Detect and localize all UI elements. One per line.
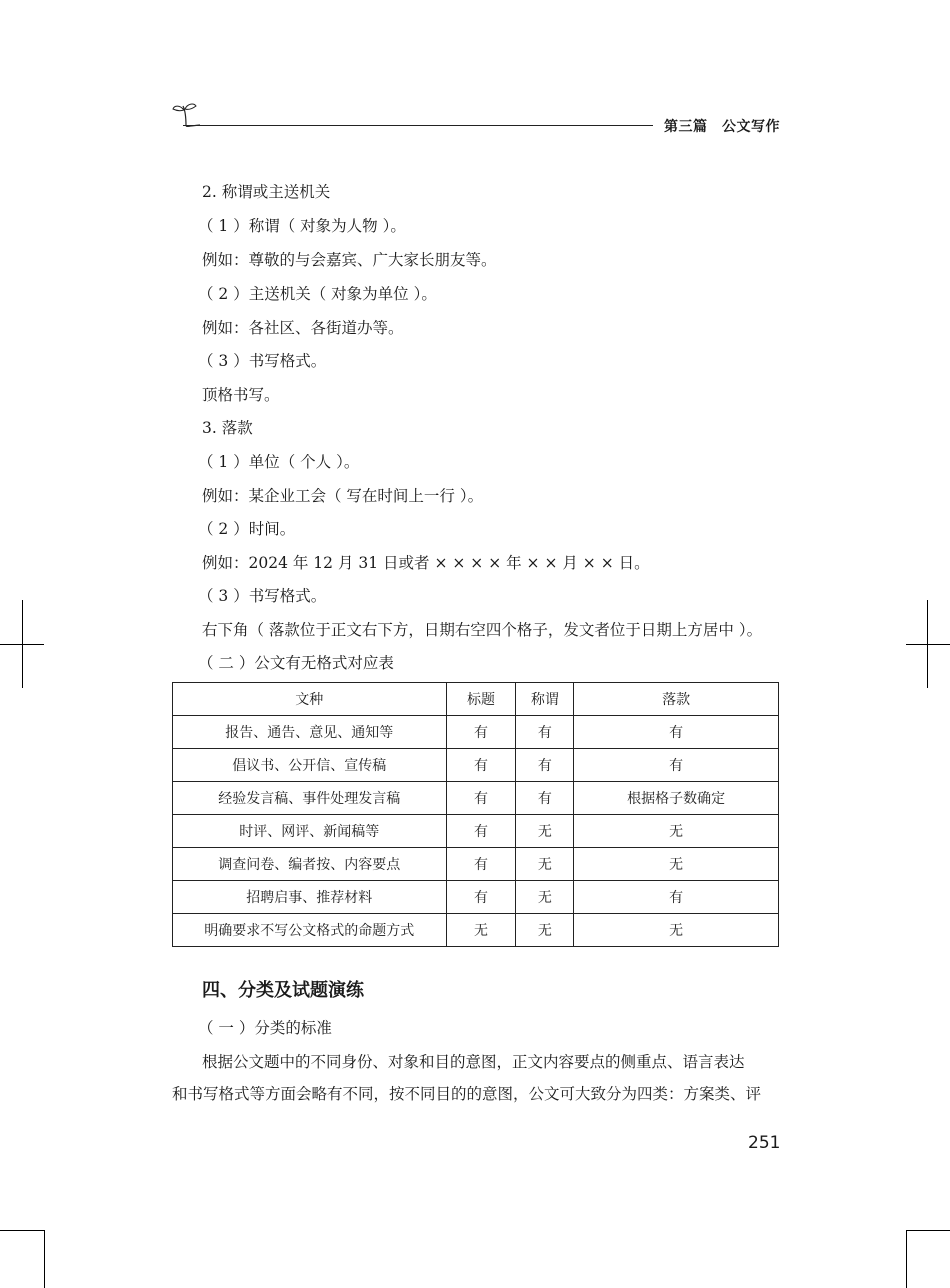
table-cell: 倡议书、公开信、宣传稿 — [173, 749, 447, 782]
table-cell: 无 — [574, 848, 779, 881]
example-time: 例如：2024 年 12 月 31 日或者 × × × × 年 × × 月 × × 日。 — [202, 554, 650, 572]
table-cell: 有 — [446, 782, 516, 815]
table-cell: 有 — [574, 716, 779, 749]
example-main-recipient: 例如：各社区、各街道办等。 — [202, 319, 404, 337]
heading-signature: 3. 落款 — [202, 419, 253, 437]
table-cell: 有 — [446, 848, 516, 881]
crop-mark-left-horizontal — [0, 644, 44, 645]
subsection-title: （ 一 ）分类的标准 — [198, 1019, 332, 1037]
table-header-row — [173, 683, 779, 716]
table-cell: 有 — [574, 749, 779, 782]
crop-mark-bottom-left-v — [44, 1230, 45, 1288]
running-header: 第三篇 公文写作 — [664, 119, 780, 135]
table-cell: 有 — [516, 749, 574, 782]
table-cell: 无 — [516, 848, 574, 881]
table-cell: 有 — [574, 881, 779, 914]
table-cell: 有 — [446, 881, 516, 914]
example-salutation: 例如：尊敬的与会嘉宾、广大家长朋友等。 — [202, 251, 497, 269]
table-row — [173, 848, 779, 881]
table-cell: 无 — [446, 914, 516, 947]
table-cell: 报告、通告、意见、通知等 — [173, 716, 447, 749]
table-row — [173, 782, 779, 815]
table-cell: 无 — [574, 914, 779, 947]
page-number: 251 — [748, 1133, 781, 1153]
table-cell: 时评、网评、新闻稿等 — [173, 815, 447, 848]
item-unit: （ 1 ）单位（ 个人 ）。 — [198, 453, 360, 471]
table-heading: （ 二 ）公文有无格式对应表 — [198, 654, 394, 672]
section-title: 四、分类及试题演练 — [202, 980, 364, 1001]
heading-salutation: 2. 称谓或主送机关 — [202, 183, 331, 201]
format-table — [172, 682, 779, 947]
table-row — [173, 749, 779, 782]
header-cell: 标题 — [446, 683, 516, 716]
item-salutation-person: （ 1 ）称谓（ 对象为人物 ）。 — [198, 217, 406, 235]
table-cell: 有 — [516, 782, 574, 815]
crop-mark-right-horizontal — [906, 644, 950, 645]
table-cell: 有 — [446, 749, 516, 782]
table-cell: 无 — [574, 815, 779, 848]
table-row — [173, 881, 779, 914]
table-cell: 经验发言稿、事件处理发言稿 — [173, 782, 447, 815]
table-cell: 有 — [446, 815, 516, 848]
table-cell: 招聘启事、推荐材料 — [173, 881, 447, 914]
table-cell: 有 — [446, 716, 516, 749]
table-cell: 调查问卷、编者按、内容要点 — [173, 848, 447, 881]
paragraph-line-1: 根据公文题中的不同身份、对象和目的意图，正文内容要点的侧重点、语言表达 — [202, 1053, 745, 1071]
table-cell: 无 — [516, 815, 574, 848]
table-row — [173, 914, 779, 947]
item-time: （ 2 ）时间。 — [198, 520, 296, 538]
example-unit: 例如：某企业工会（ 写在时间上一行 ）。 — [202, 487, 484, 505]
paragraph-line-2: 和书写格式等方面会略有不同，按不同目的的意图，公文可大致分为四类：方案类、评 — [172, 1085, 762, 1103]
crop-mark-bottom-right-v — [906, 1230, 907, 1288]
table-cell: 根据格子数确定 — [574, 782, 779, 815]
item-writing-format-2: （ 3 ）书写格式。 — [198, 587, 327, 605]
header-cell: 文种 — [173, 683, 447, 716]
crop-mark-bottom-left-h — [0, 1230, 44, 1231]
header-cell: 称谓 — [516, 683, 574, 716]
crop-mark-bottom-right-h — [906, 1230, 950, 1231]
text-bottom-right: 右下角（ 落款位于正文右下方，日期右空四个格子，发文者位于日期上方居中 ）。 — [202, 621, 763, 639]
item-writing-format: （ 3 ）书写格式。 — [198, 352, 327, 370]
table-row — [173, 716, 779, 749]
table-cell: 明确要求不写公文格式的命题方式 — [173, 914, 447, 947]
text-flush-left: 顶格书写。 — [202, 386, 280, 404]
table-cell: 无 — [516, 881, 574, 914]
header-cell: 落款 — [574, 683, 779, 716]
item-main-recipient: （ 2 ）主送机关（ 对象为单位 ）。 — [198, 285, 437, 303]
header-rule — [183, 125, 653, 126]
table-cell: 无 — [516, 914, 574, 947]
table-cell: 有 — [516, 716, 574, 749]
table-row — [173, 815, 779, 848]
